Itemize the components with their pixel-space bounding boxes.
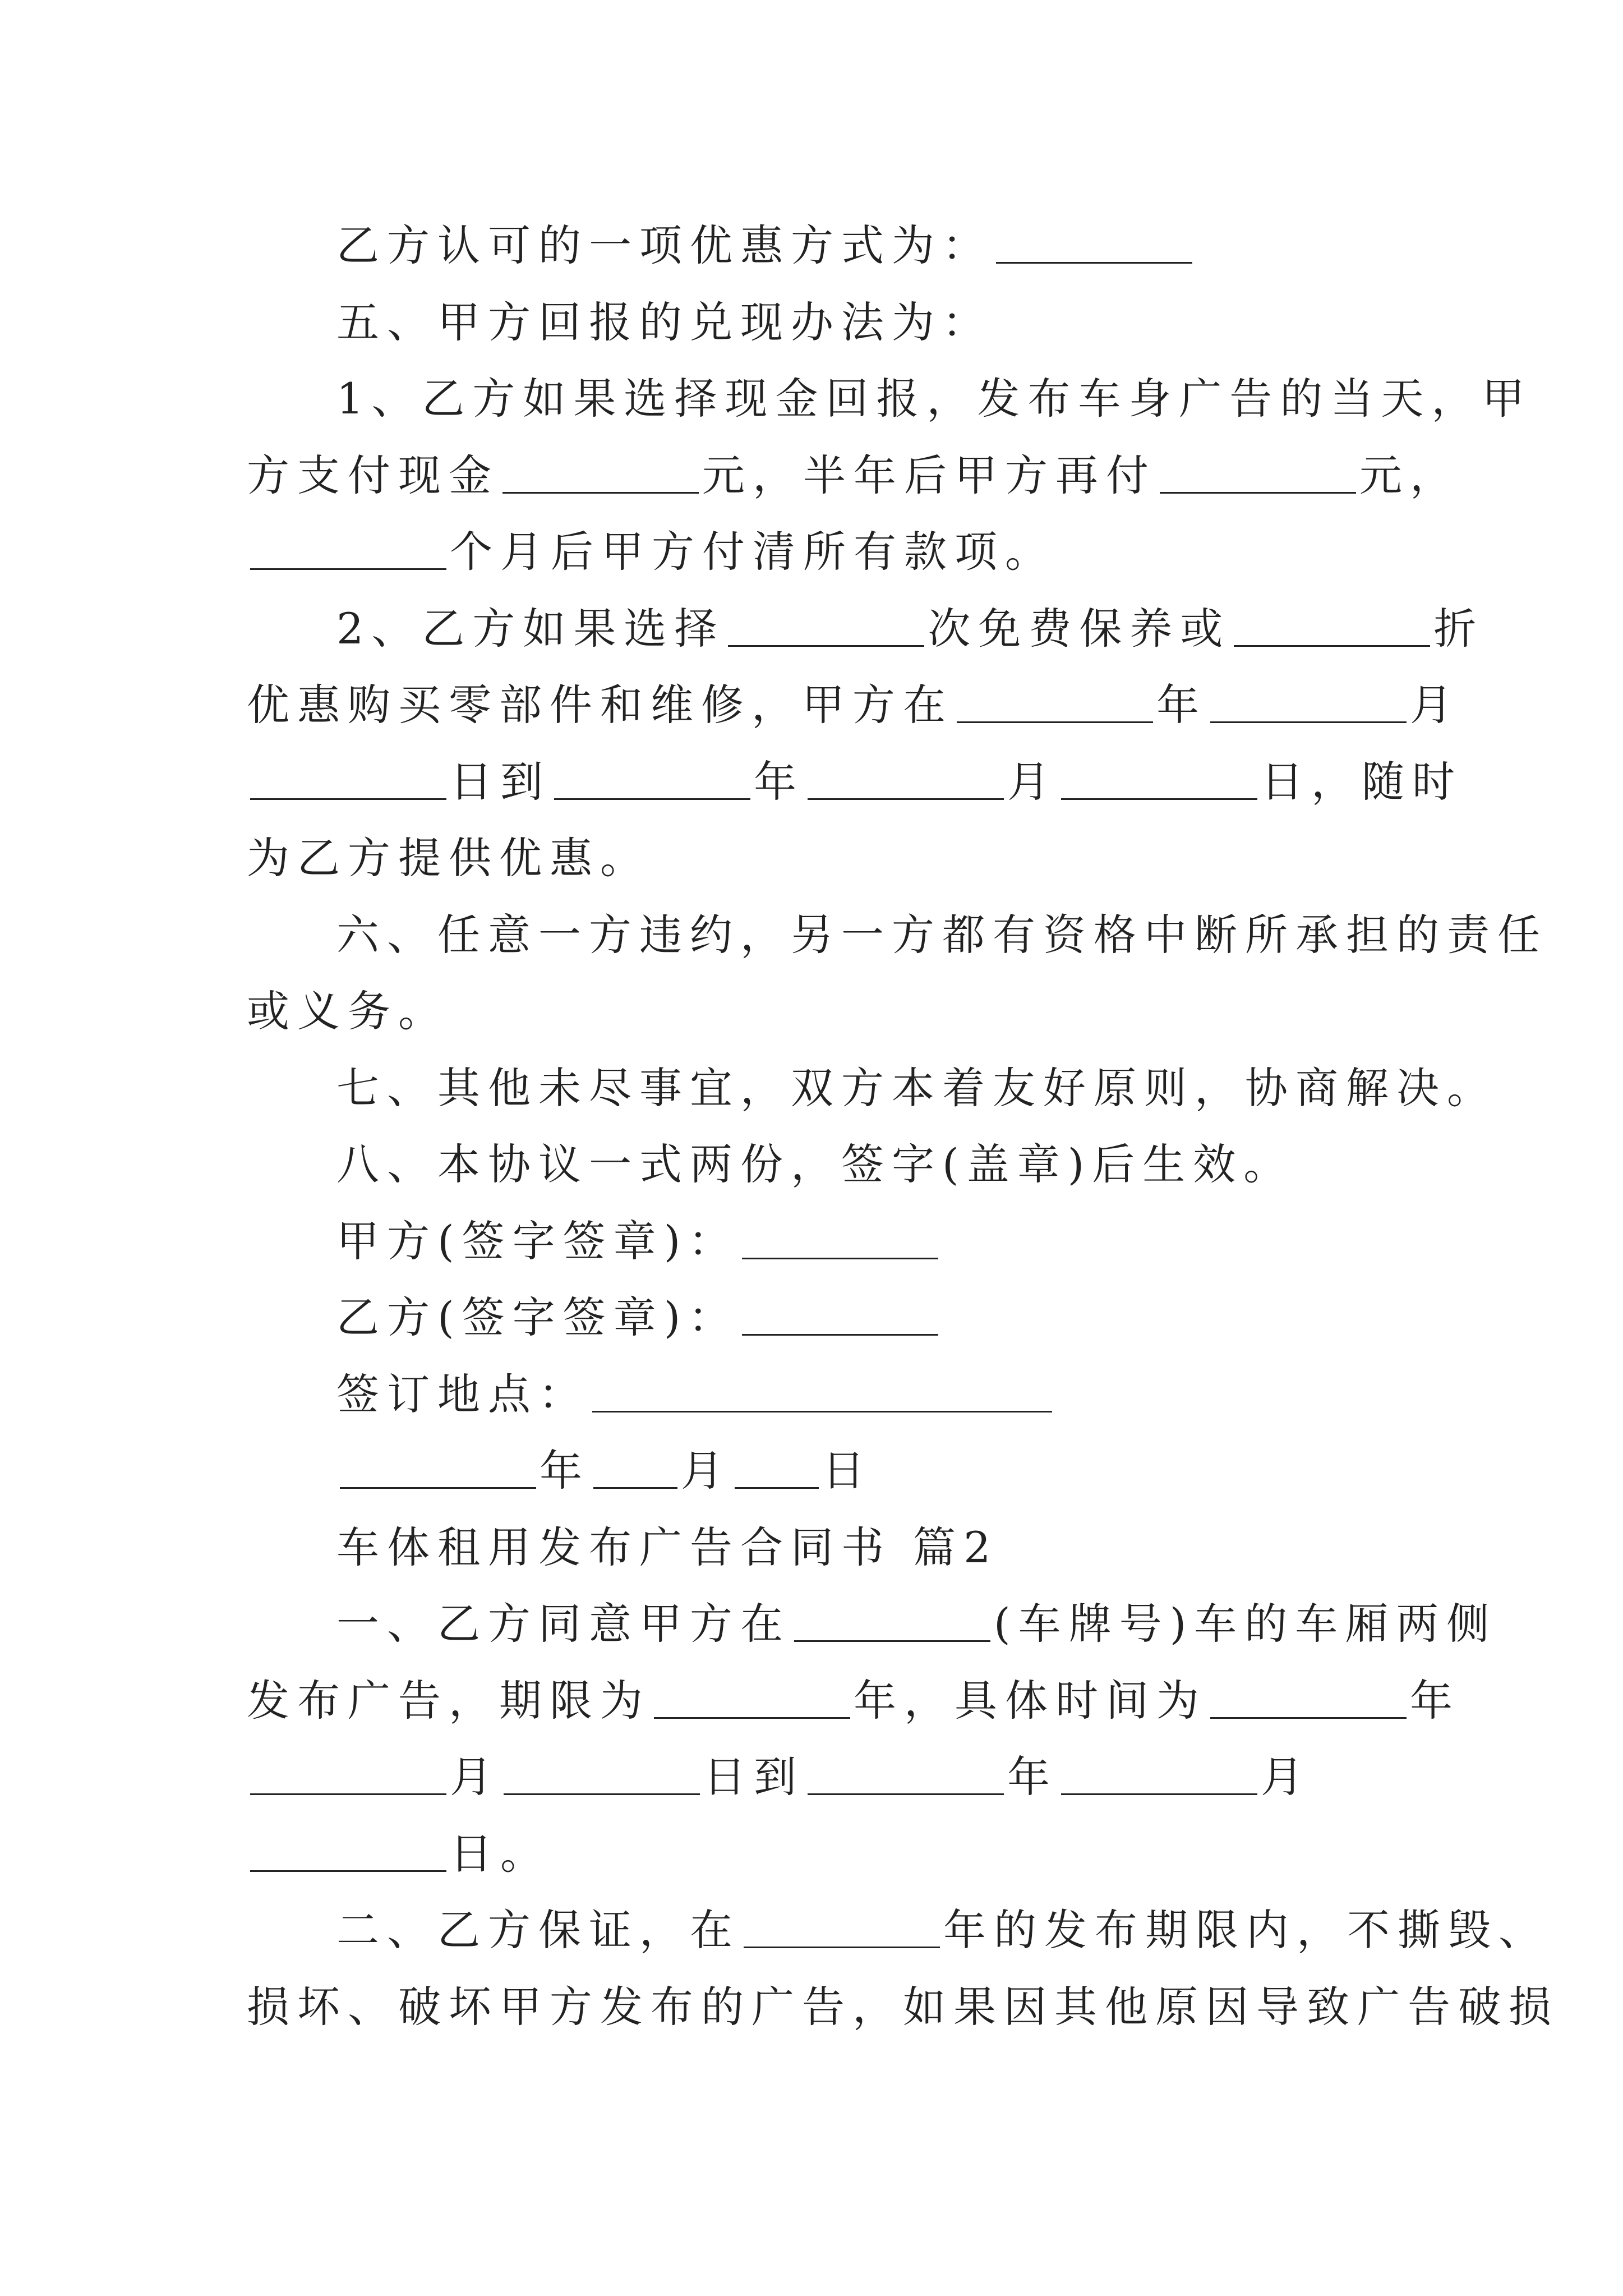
text-segment: 日，随时	[1261, 756, 1463, 807]
text-line	[247, 1280, 1391, 1356]
fill-in-blank	[808, 765, 1004, 800]
fill-in-blank	[250, 535, 446, 570]
fill-in-blank	[250, 1760, 446, 1795]
text-segment: 为乙方提供优惠。	[247, 833, 651, 883]
text-segment: 日到	[703, 1752, 804, 1802]
text-segment: 五、甲方回报的兑现办法为：	[336, 297, 993, 347]
text-segment: 年	[540, 1446, 590, 1496]
fill-in-blank	[593, 1453, 677, 1489]
text-line	[247, 1050, 1497, 1127]
text-segment: 一、乙方同意甲方在	[336, 1599, 791, 1649]
text-line	[247, 667, 1460, 744]
fill-in-blank	[808, 1760, 1004, 1795]
text-segment: 月	[1007, 756, 1058, 807]
text-line	[247, 1356, 1391, 1433]
text-line	[247, 1586, 1497, 1663]
text-segment: 年的发布期限内，不撕毁、	[943, 1905, 1549, 1955]
text-segment: 月	[681, 1446, 731, 1496]
fill-in-blank	[996, 228, 1192, 264]
text-segment: 年	[1156, 680, 1207, 730]
text-line	[247, 1510, 1391, 1586]
text-line	[247, 438, 1460, 514]
text-segment: 1、乙方如果选择现金回报，发布车身广告的当天，甲	[336, 374, 1533, 424]
fill-in-blank	[794, 1607, 990, 1642]
fill-in-blank	[744, 1913, 940, 1948]
fill-in-blank	[1160, 458, 1356, 494]
text-line	[247, 973, 1391, 1050]
text-segment: 车体租用发布广告合同书 篇2	[336, 1522, 999, 1572]
fill-in-blank	[957, 688, 1153, 723]
text-segment: 乙方(签字签章)：	[336, 1292, 739, 1342]
text-segment: 个月后甲方付清所有款项。	[450, 527, 1055, 577]
text-segment: 年	[1007, 1752, 1058, 1802]
text-segment: 方支付现金	[247, 450, 499, 500]
text-line	[247, 514, 1391, 591]
document-body	[247, 208, 1559, 2045]
text-line	[247, 361, 1533, 438]
text-line	[247, 591, 1484, 668]
text-line	[247, 1816, 1391, 1893]
text-segment: 八、本协议一式两份，签字(盖章)后生效。	[336, 1139, 1294, 1189]
text-segment: 折	[1433, 603, 1484, 654]
text-segment: (车牌号)车的车厢两侧	[994, 1599, 1497, 1649]
text-segment: 次免费保养或	[928, 603, 1231, 654]
fill-in-blank	[250, 765, 446, 800]
text-line	[247, 1126, 1391, 1203]
text-segment: 六、任意一方违约，另一方都有资格中断所承担的责任	[336, 909, 1548, 960]
fill-in-blank	[1061, 765, 1257, 800]
fill-in-blank	[1210, 688, 1407, 723]
text-line	[247, 1892, 1549, 1969]
text-segment: 元，	[1359, 450, 1460, 500]
text-segment: 发布广告，期限为	[247, 1675, 651, 1726]
text-line	[247, 1433, 1391, 1510]
fill-in-blank	[1061, 1760, 1257, 1795]
text-segment: 优惠购买零部件和维修，甲方在	[247, 680, 953, 730]
text-segment: 元，半年后甲方再付	[702, 450, 1156, 500]
text-segment: 损坏、破坏甲方发布的广告，如果因其他原因导致广告破损	[247, 1981, 1559, 2032]
text-segment: 七、其他未尽事宜，双方本着友好原则，协商解决。	[336, 1062, 1497, 1113]
fill-in-blank	[504, 1760, 700, 1795]
text-line	[247, 744, 1463, 821]
text-segment: 日	[822, 1446, 873, 1496]
text-line	[247, 1969, 1559, 2046]
text-segment: 年	[1410, 1675, 1460, 1726]
fill-in-blank	[554, 765, 750, 800]
text-line	[247, 1739, 1391, 1816]
text-segment: 月	[1410, 680, 1460, 730]
text-segment: 签订地点：	[336, 1369, 589, 1419]
text-segment: 二、乙方保证，在	[336, 1905, 740, 1955]
text-line	[247, 820, 1391, 897]
fill-in-blank	[742, 1224, 938, 1259]
text-segment: 月	[1261, 1752, 1311, 1802]
fill-in-blank	[1234, 611, 1430, 647]
text-segment: 或义务。	[247, 986, 449, 1036]
text-segment: 甲方(签字签章)：	[336, 1216, 739, 1266]
fill-in-blank	[1210, 1683, 1407, 1719]
text-segment: 月	[450, 1752, 500, 1802]
fill-in-blank	[728, 611, 924, 647]
fill-in-blank	[742, 1300, 938, 1336]
fill-in-blank	[654, 1683, 850, 1719]
text-line	[247, 208, 1391, 284]
text-segment: 日到	[450, 756, 551, 807]
fill-in-blank	[592, 1377, 1052, 1412]
text-line	[247, 1203, 1391, 1280]
fill-in-blank	[250, 1837, 446, 1872]
text-segment: 乙方认可的一项优惠方式为：	[336, 220, 993, 270]
text-line	[247, 897, 1548, 974]
text-line	[247, 1663, 1460, 1740]
text-segment: 年	[754, 756, 804, 807]
text-segment: 日。	[450, 1828, 551, 1879]
text-line	[247, 284, 1391, 361]
text-segment: 年，具体时间为	[854, 1675, 1207, 1726]
fill-in-blank	[735, 1453, 819, 1489]
text-segment: 2、乙方如果选择	[336, 603, 725, 654]
fill-in-blank	[340, 1453, 536, 1489]
fill-in-blank	[502, 458, 699, 494]
